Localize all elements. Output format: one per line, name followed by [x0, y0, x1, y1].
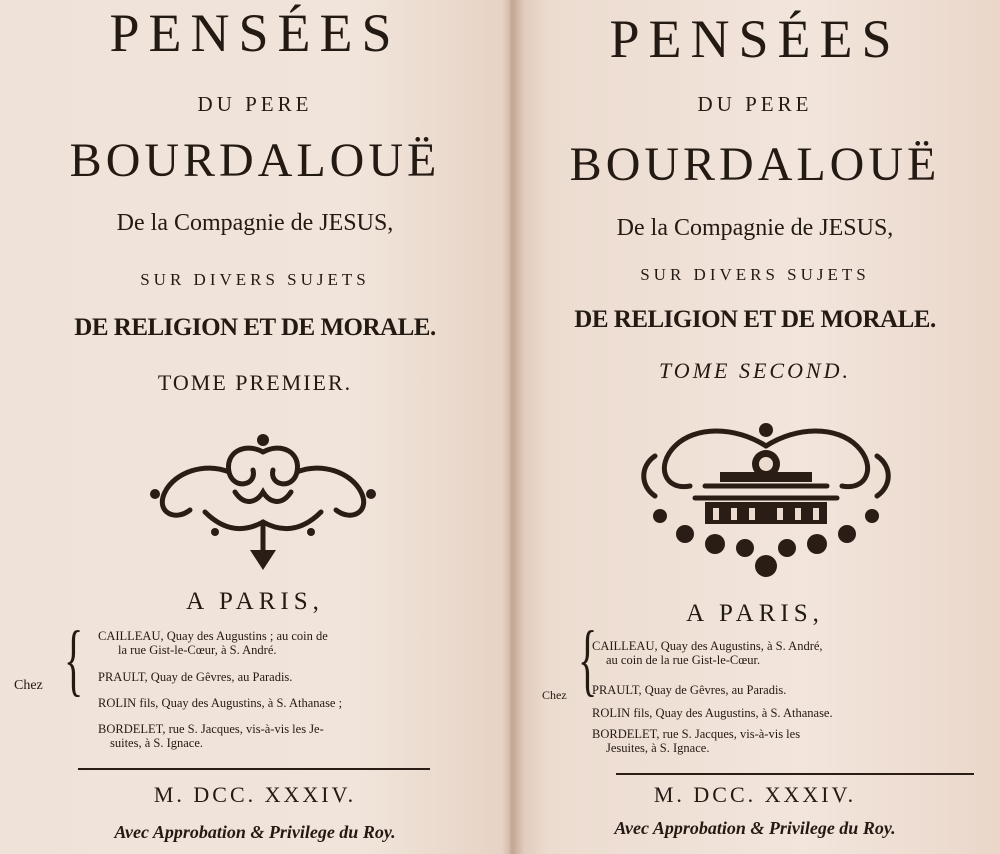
subject-line-1: SUR DIVERS SUJETS: [640, 265, 870, 284]
publisher-entry: [592, 683, 786, 697]
year-imprint: M. DCC. XXXIV.: [653, 782, 857, 807]
publisher-line: BORDELET, rue S. Jacques, vis-à-vis les: [592, 727, 801, 741]
publisher-line: BORDELET, rue S. Jacques, vis-à-vis les Je-: [98, 722, 324, 736]
publisher-entry: [98, 696, 342, 710]
author-name: BOURDALOUË: [569, 138, 941, 191]
publisher-line: CAILLEAU, Quay des Augustins ; au coin de: [98, 629, 328, 643]
publisher-line: au coin de la rue Gist-le-Cœur.: [606, 653, 761, 667]
publisher-entry: [98, 670, 292, 684]
chez-label: Chez: [14, 678, 43, 693]
city-line: A PARIS,: [186, 588, 324, 615]
publisher-line: ROLIN fils, Quay des Augustins, à S. Athanase ;: [98, 696, 343, 710]
publisher-line: ROLIN fils, Quay des Augustins, à S. Athanase.: [592, 706, 833, 720]
publisher-entry: [592, 639, 823, 667]
right-title-page: [510, 0, 1000, 854]
subtitle: DU PERE: [197, 92, 313, 116]
tome-label: TOME SECOND.: [658, 358, 852, 383]
publisher-entry: [98, 722, 324, 750]
vase-ornament: [635, 416, 897, 586]
book-gutter: [502, 0, 524, 854]
brace-icon: {: [578, 616, 598, 704]
author-name: BOURDALOUË: [69, 134, 441, 187]
society-line: De la Compagnie de JESUS,: [616, 215, 894, 241]
title: PENSÉES: [109, 3, 401, 63]
fleuron-ornament: [145, 432, 381, 572]
publisher-entry: [592, 727, 800, 755]
subject-line-2: DE RELIGION ET DE MORALE.: [574, 306, 936, 333]
publisher-line: CAILLEAU, Quay des Augustins, à S. André,: [592, 639, 823, 653]
divider-rule: [616, 773, 974, 775]
publisher-line: PRAULT, Quay de Gêvres, au Paradis.: [592, 683, 787, 697]
publisher-entry: [98, 629, 328, 657]
divider-rule: [78, 768, 430, 770]
brace-icon: {: [64, 616, 84, 704]
year-imprint: M. DCC. XXXIV.: [153, 782, 357, 807]
title: PENSÉES: [609, 9, 901, 69]
city-line: A PARIS,: [686, 600, 824, 627]
publisher-line: PRAULT, Quay de Gêvres, au Paradis.: [98, 670, 293, 684]
publisher-line: la rue Gist-le-Cœur, à S. André.: [118, 643, 277, 657]
privilege-line: Avec Approbation & Privilege du Roy.: [614, 818, 896, 838]
publisher-line: Jesuites, à S. Ignace.: [606, 741, 710, 755]
subtitle: DU PERE: [697, 92, 813, 116]
chez-label: Chez: [542, 688, 567, 702]
publisher-entry: [592, 706, 833, 720]
society-line: De la Compagnie de JESUS,: [116, 210, 394, 236]
subject-line-1: SUR DIVERS SUJETS: [140, 270, 370, 289]
subject-line-2: DE RELIGION ET DE MORALE.: [74, 314, 436, 341]
tome-label: TOME PREMIER.: [157, 370, 353, 395]
publisher-line: suites, à S. Ignace.: [110, 736, 204, 750]
privilege-line: Avec Approbation & Privilege du Roy.: [114, 822, 396, 842]
